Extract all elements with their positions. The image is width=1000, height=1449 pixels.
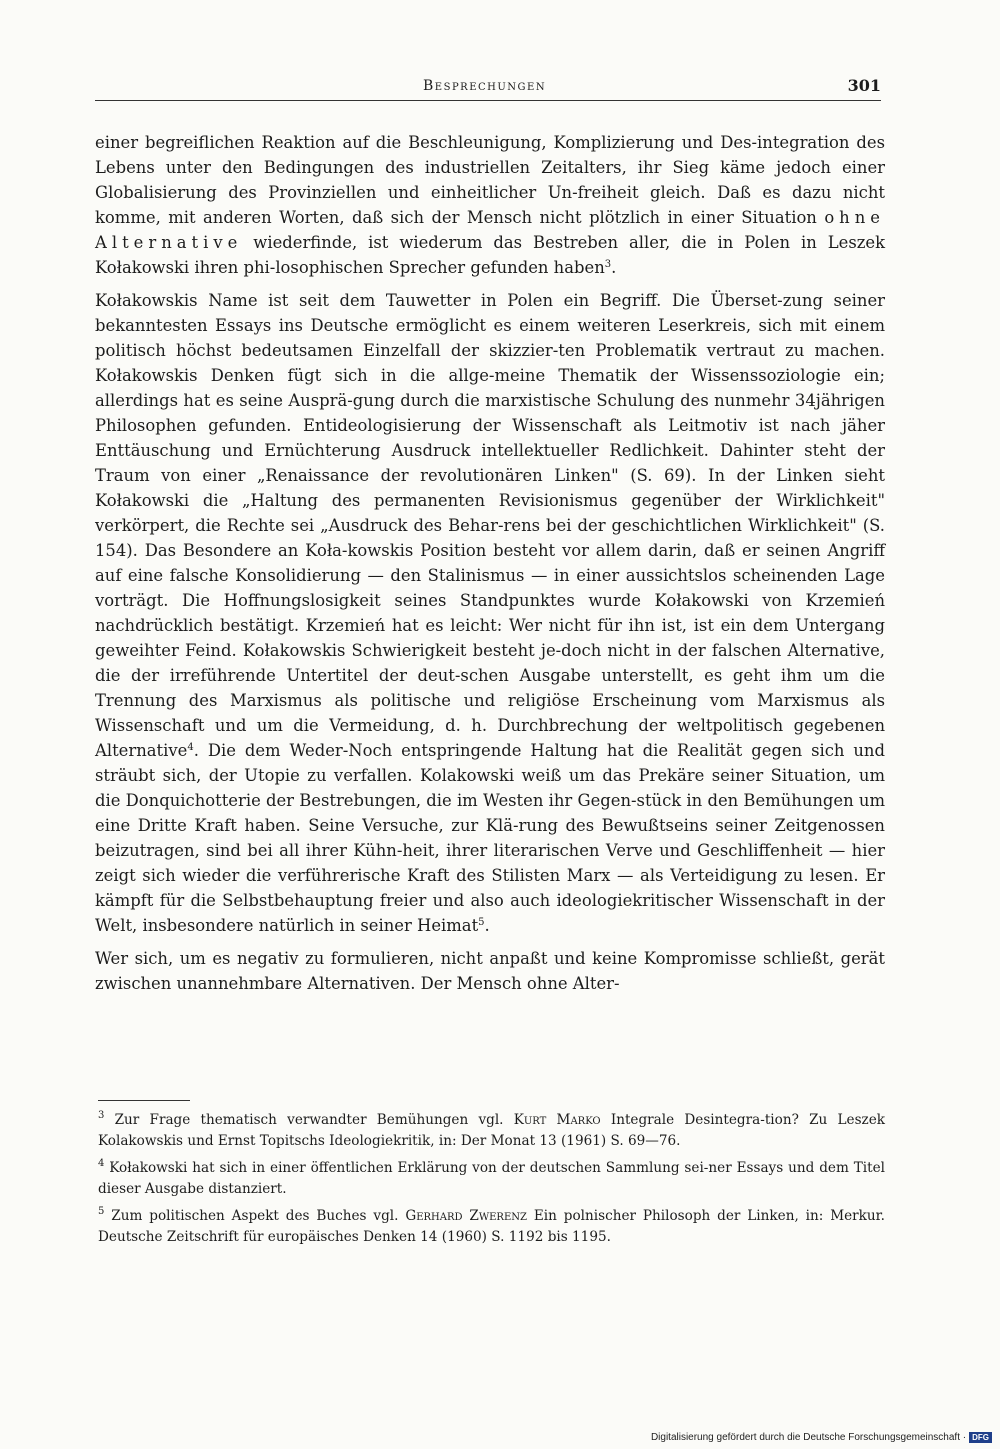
footnote-author: Kurt Marko [513,1112,601,1128]
footnote-text: Ein polnischer Philosoph der Linken, in: Merkur. Deutsche Zeitschrift für europäisches Denken 14 (1960) S. 1192 bis 1195. [98,1208,885,1245]
footnote-rule [98,1100,190,1101]
footnote-text: Integrale Desintegra-tion? Zu Leszek Kolakowskis und Ernst Topitschs Ideologiekritik, in: Der Monat 13 (1961) S. 69—76. [98,1112,885,1149]
footnote-ref-3: 3 [604,259,612,270]
paragraph-2-end: . [484,916,490,935]
paragraph-1 [95,130,885,280]
footnote-text: Zur Frage thematisch verwandter Bemühungen vgl. [114,1112,504,1128]
paragraph-1-text-a: einer begreiflichen Reaktion auf die Beschleunigung, Komplizierung und Des-integration des Lebens unter den Bedingungen des industriellen Zeitalters, ihr Sieg käme jedoch einer Globalisierung des Provinziellen und einheitlicher Un-freiheit gleich. Daß es dazu nicht komme, mit anderen Worten, daß sich der Mensch nicht plötzlich in einer Situation [95,133,885,227]
running-head: Besprechungen [423,78,547,94]
dfg-logo-icon: DFG [969,1432,992,1443]
footnote-3 [98,1110,885,1152]
footnote-ref-5: 5 [478,917,485,928]
digitization-credit [651,1432,992,1443]
paragraph-1-text-b: wiederfinde, ist wiederum das Bestreben aller, die in Polen in Leszek Kołakowski ihren phi-losophischen Sprecher gefunden haben [95,233,885,277]
footnote-5 [98,1206,885,1248]
spaced-phrase: ohne Alternative [95,208,885,252]
footnote-author: Gerhard Zwerenz [405,1208,527,1224]
paragraph-1-end: . [611,258,617,277]
paragraph-2-text-a: Kołakowskis Name ist seit dem Tauwetter in Polen ein Begriff. Die Überset-zung seiner bekanntesten Essays ins Deutsche ermöglicht es einem weiteren Leserkreis, sich mit einem politisch höchst bedeutsamen Einzelfall der skizzier-ten Problematik vertraut zu machen. Kołakowskis Denken fügt sich in die allge-meine Thematik der Wissenssoziologie ein; allerdings hat es seine Ausprä-gung durch die marxistische Schulung des nunmehr 34jährigen Philosophen gefunden. Entideologisierung der Wissenschaft als Leitmotiv ist nach jäher Enttäuschung und Ernüchterung Ausdruck intellektueller Redlichkeit. Dahinter steht der Traum von einer „Renaissance der revolutionären Linken" (S. 69). In der Linken sieht Kołakowski die „Haltung des permanenten Revisionismus gegenüber der Wirklichkeit" verkörpert, die Rechte sei „Ausdruck des Behar-rens bei der geschichtlichen Wirklichkeit" (S. 154). Das Besondere an Koła-kowskis Position besteht vor allem darin, daß er seinen Angriff auf eine falsche Konsolidierung — den Stalinismus — in einer aussichtslos scheinenden Lage vorträgt. Die Hoffnungslosigkeit seines Standpunktes wurde Kołakowski von Krzemień nachdrücklich bestätigt. Krzemień hat es leicht: Wer nicht für ihn ist, ist ein dem Untergang geweihter Feind. Kołakowskis Schwierigkeit besteht je-doch nicht in der falschen Alternative, die der irreführende Untertitel der deut-schen Ausgabe unterstellt, es geht ihm um die Trennung des Marxismus als politische und religiöse Erscheinung vom Marxismus als Wissenschaft und um die Vermeidung, d. h. Durchbrechung der weltpolitisch gegebenen Alternative [95,291,885,760]
page-header [95,76,881,102]
footnote-text: Zum politischen Aspekt des Buches vgl. [111,1208,399,1224]
paragraph-2 [95,288,885,938]
page-number: 301 [847,76,881,95]
footnote-4 [98,1158,885,1200]
footnote-text: Kołakowski hat sich in einer öffentlichen Erklärung von der deutschen Sammlung sei-ner Essays und dem Titel dieser Ausgabe distanziert. [98,1160,885,1197]
footnote-number: 4 [98,1158,105,1169]
paragraph-2-text-b: . Die dem Weder-Noch entspringende Haltung hat die Realität gegen sich und sträubt sich, der Utopie zu verfallen. Kolakowski weiß um das Prekäre seiner Situation, um die Donquichotterie der Bestrebungen, die im Westen ihr Gegen-stück in den Bemühungen um eine Dritte Kraft haben. Seine Versuche, zur Klä-rung des Bewußtseins seiner Zeitgenossen beizutragen, sind bei all ihrer Kühn-heit, ihrer literarischen Verve und Geschliffenheit — hier zeigt sich wieder die verführerische Kraft des Stilisten Marx — als Verteidigung zu lesen. Er kämpft für die Selbstbehauptung freier und also auch ideologiekritischer Wissenschaft in der Welt, insbesondere natürlich in seiner Heimat [95,741,885,935]
header-rule [95,100,881,101]
footnote-number: 5 [98,1206,105,1217]
body-text [95,130,885,1004]
credit-text: Digitalisierung gefördert durch die Deutsche Forschungsgemeinschaft · [650,1432,967,1443]
footnotes [98,1110,885,1254]
paragraph-3: Wer sich, um es negativ zu formulieren, nicht anpaßt und keine Kompromisse schließt, gerät zwischen unannehmbare Alternativen. Der Mensch ohne Alter- [95,949,885,993]
footnote-ref-4: 4 [187,742,194,753]
footnote-number: 3 [98,1110,105,1121]
